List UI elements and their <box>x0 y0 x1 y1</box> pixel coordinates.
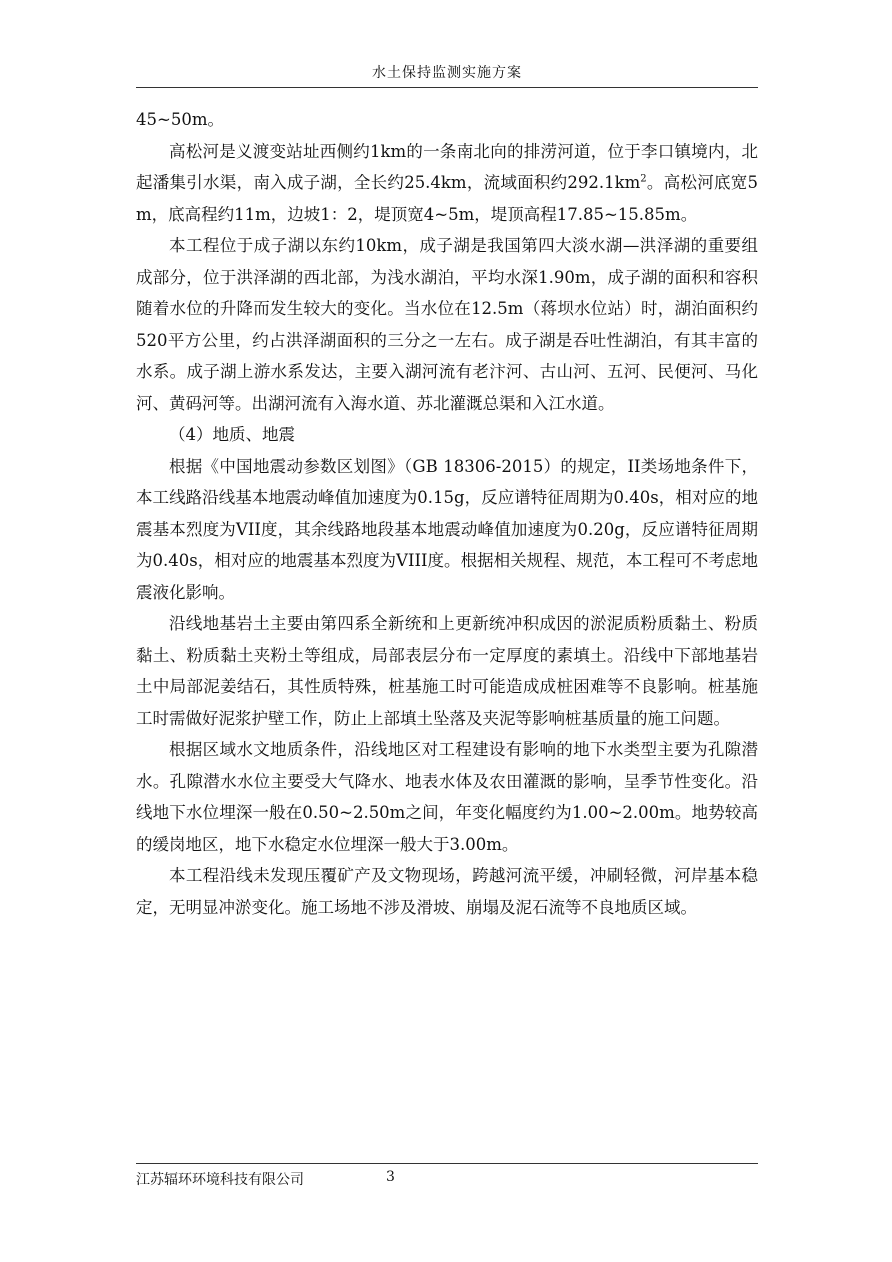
paragraph-text-tail: 。 <box>646 173 664 192</box>
paragraph-groundwater: 根据区域水文地质条件，沿线地区对工程建设有影响的地下水类型主要为孔隙潜水。孔隙潜水水位主要受大气降水、地表水体及农田灌溉的影响，呈季节性变化。沿线地下水位埋深一般在0.50~2.50m之间，年变化幅度约为1.00~2.00m。地势较高的缓岗地区，地下水稳定水位埋深一般大于3.00m。 <box>136 740 758 854</box>
paragraph-text-cont: 高松河底宽5m，底高程约11m，边坡1：2，堤顶宽4~5m，堤顶高程17.85~15.85m。 <box>136 173 759 224</box>
paragraph-soil: 沿线地基岩土主要由第四系全新统和上更新统冲积成因的淤泥质粉质黏土、粉质黏土、粉质黏土夹粉土等组成，局部表层分布一定厚度的素填土。沿线中下部地基岩土中局部泥姜结石，其性质特殊，桩基施工时可能造成成桩困难等不良影响。桩基施工时需做好泥浆护壁工作，防止上部填土坠落及夹泥等影响桩基质量的施工问题。 <box>136 614 758 728</box>
paragraph-continuation: 45~50m。 <box>136 110 224 129</box>
paragraph-geological-hazards: 本工程沿线未发现压覆矿产及文物现场，跨越河流平缓，冲刷轻微，河岸基本稳定，无明显冲淤变化。施工场地不涉及滑坡、崩塌及泥石流等不良地质区域。 <box>136 866 758 917</box>
header-divider <box>136 87 758 88</box>
page-body <box>136 104 758 923</box>
paragraph-chengzi-lake: 本工程位于成子湖以东约10km，成子湖是我国第四大淡水湖—洪泽湖的重要组成部分，位于洪泽湖的西北部，为浅水湖泊，平均水深1.90m，成子湖的面积和容积随着水位的升降而发生较大的变化。当水位在12.5m（蒋坝水位站）时，湖泊面积约520平方公里，约占洪泽湖面积的三分之一左右。成子湖是吞吐性湖泊，有其丰富的水系。成子湖上游水系发达，主要入湖河流有老汴河、古山河、五河、民便河、马化河、黄码河等。出湖河流有入海水道、苏北灌溉总渠和入江水道。 <box>136 236 758 413</box>
superscript: 2 <box>640 173 647 185</box>
page-number: 3 <box>386 1169 395 1185</box>
paragraph-text: 高松河是义渡变站址西侧约1km的一条南北向的排涝河道，位于李口镇境内，北起潘集引水渠，南入成子湖，全长约25.4km，流域面积约292.1km <box>136 141 758 192</box>
footer-company: 江苏辐环环境科技有限公司 <box>136 1172 304 1188</box>
page-header-title: 水土保持监测实施方案 <box>372 65 522 81</box>
paragraph-seismic: 根据《中国地震动参数区划图》（GB 18306-2015）的规定，II类场地条件下，本工线路沿线基本地震动峰值加速度为0.15g，反应谱特征周期为0.40s，相对应的地震基本烈度为VII度，其余线路地段基本地震动峰值加速度为0.20g，反应谱特征周期为0.40s，相对应的地震基本烈度为VIII度。根据相关规程、规范，本工程可不考虑地震液化影响。 <box>136 456 758 602</box>
footer-divider <box>136 1163 758 1164</box>
section-heading-geology: （4）地质、地震 <box>169 425 295 444</box>
paragraph-gaosong-river <box>136 136 758 231</box>
